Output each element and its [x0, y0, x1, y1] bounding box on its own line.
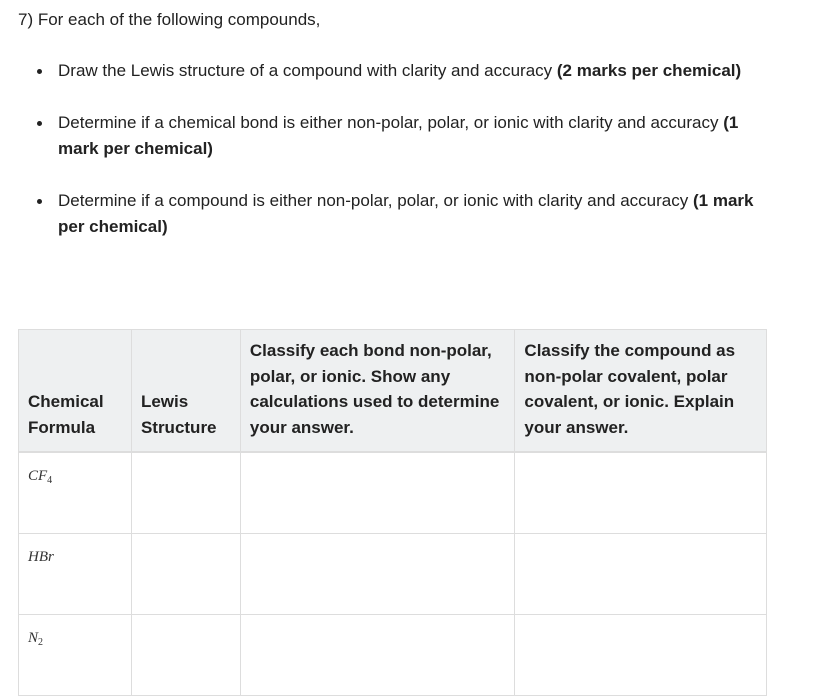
- chemical-formula: HBr: [28, 549, 54, 565]
- criteria-item: [0, 110, 800, 162]
- header-lewis-structure: Lewis Structure: [131, 330, 240, 453]
- lewis-cell[interactable]: [131, 452, 240, 534]
- bullet-dot-icon: [37, 121, 42, 126]
- bond-cell[interactable]: [240, 615, 515, 696]
- criteria-list: [0, 58, 800, 266]
- criteria-text: Determine if a compound is either non-polar, polar, or ionic with clarity and accuracy: [58, 191, 693, 210]
- table-row: [19, 615, 767, 696]
- lewis-cell[interactable]: [131, 534, 240, 615]
- criteria-item: [0, 58, 800, 84]
- compound-cell[interactable]: [515, 452, 767, 534]
- compound-cell[interactable]: [515, 534, 767, 615]
- criteria-marks: (2 marks per chemical): [556, 61, 742, 80]
- criteria-marks: (1 mark per chemical): [58, 191, 754, 236]
- header-compound-classification: Classify the compound as non-polar covalent, polar covalent, or ionic. Explain your answer.: [515, 330, 767, 453]
- criteria-text: Determine if a chemical bond is either non-polar, polar, or ionic with clarity and accuracy: [58, 113, 724, 132]
- compounds-table: [18, 329, 767, 696]
- bullet-dot-icon: [37, 199, 42, 204]
- bond-cell[interactable]: [240, 534, 515, 615]
- lewis-cell[interactable]: [131, 615, 240, 696]
- chemical-formula: $CF_4$: [28, 468, 53, 486]
- criteria-text: Draw the Lewis structure of a compound with clarity and accuracy: [58, 61, 557, 80]
- table-header-row: [19, 330, 767, 453]
- compound-cell[interactable]: [515, 615, 767, 696]
- bond-cell[interactable]: [240, 452, 515, 534]
- formula-cell: [19, 534, 132, 615]
- formula-cell: [19, 452, 132, 534]
- table-row: [19, 534, 767, 615]
- formula-cell: [19, 615, 132, 696]
- chemical-formula: $N_2$: [28, 630, 44, 648]
- bullet-dot-icon: [37, 69, 42, 74]
- criteria-item: [0, 188, 800, 240]
- criteria-marks: (1 mark per chemical): [58, 113, 739, 158]
- question-prompt: 7) For each of the following compounds,: [18, 10, 321, 29]
- header-bond-classification: Classify each bond non-polar, polar, or ionic. Show any calculations used to determine your answer.: [240, 330, 515, 453]
- header-chemical-formula: Chemical Formula: [19, 330, 132, 453]
- table-row: [19, 452, 767, 534]
